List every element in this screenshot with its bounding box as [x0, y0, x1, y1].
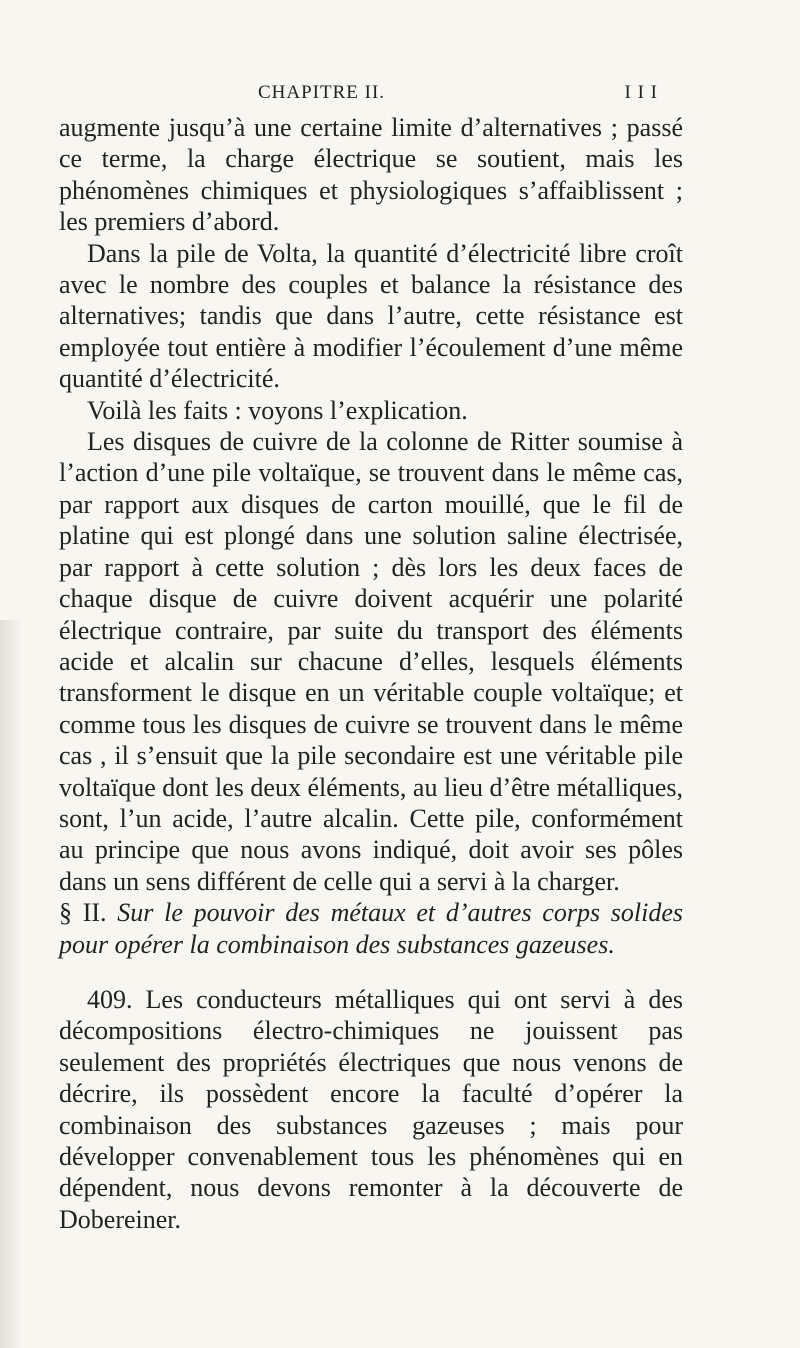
- paragraph-facts: Voilà les faits : voyons l’explication.: [87, 395, 468, 425]
- article-number: 409.: [87, 984, 133, 1014]
- binding-shadow: [0, 620, 22, 1348]
- paragraph-ritter: Les disques de cuivre de la colonne de Ritter soumise à l’action d’une pile voltaïque, se trouvent dans le même cas, par rapport aux disques de carton mouillé, que le fil de platine qui est plongé dans une solution saline électrisée, par rapport à cette solution ; dès lors les deux faces de chaque disque de cuivre doivent acquérir une polarité électrique contraire, par suite du transport des éléments acide et alcalin sur chacune d’elles, lesquels éléments transforment le disque en un véritable couple voltaïque; et comme tous les disques de cuivre se trouvent dans le même cas , il s’ensuit que la pile secondaire est une véritable pile voltaïque dont les deux éléments, au lieu d’être métalliques, sont, l’un acide, l’autre alcalin. Cette pile, conformément au principe que nous avons indiqué, doit avoir ses pôles dans un sens différent de celle qui a servi à la charger.: [59, 427, 683, 896]
- article-text: Les conducteurs métalliques qui ont servi à des décompositions électro-chimiques ne jouissent pas seulement des propriétés électriques que nous venons de décrire, ils possèdent encore la faculté d’opérer la combinaison des substances gazeuses ; mais pour développer convenablement tous les phénomènes qui en dépendent, nous devons remonter à la découverte de Dobereiner.: [59, 984, 684, 1234]
- running-head: [258, 82, 658, 104]
- paragraph-continued: augmente jusqu’à une certaine limite d’alternatives ; passé ce terme, la charge électrique se soutient, mais les phénomènes chimiques et physiologiques s’affaiblissent ; les premiers d’abord.: [59, 113, 683, 237]
- section-title: Sur le pouvoir des métaux et d’autres corps solides pour opérer la combinaison des substances gazeuses.: [59, 898, 684, 959]
- paragraph-volta: Dans la pile de Volta, la quantité d’électricité libre croît avec le nombre des couples et balance la résistance des alternatives; tandis que dans l’autre, cette résistance est employée tout entière à modifier l’écoulement d’une même quantité d’électricité.: [59, 238, 683, 394]
- section-heading: [59, 897, 683, 960]
- article-409: [59, 984, 683, 1235]
- body-text: [59, 112, 683, 1235]
- section-number: § II.: [59, 898, 107, 928]
- chapter-title: CHAPITRE II.: [258, 82, 386, 103]
- page-number: I I I: [624, 82, 658, 103]
